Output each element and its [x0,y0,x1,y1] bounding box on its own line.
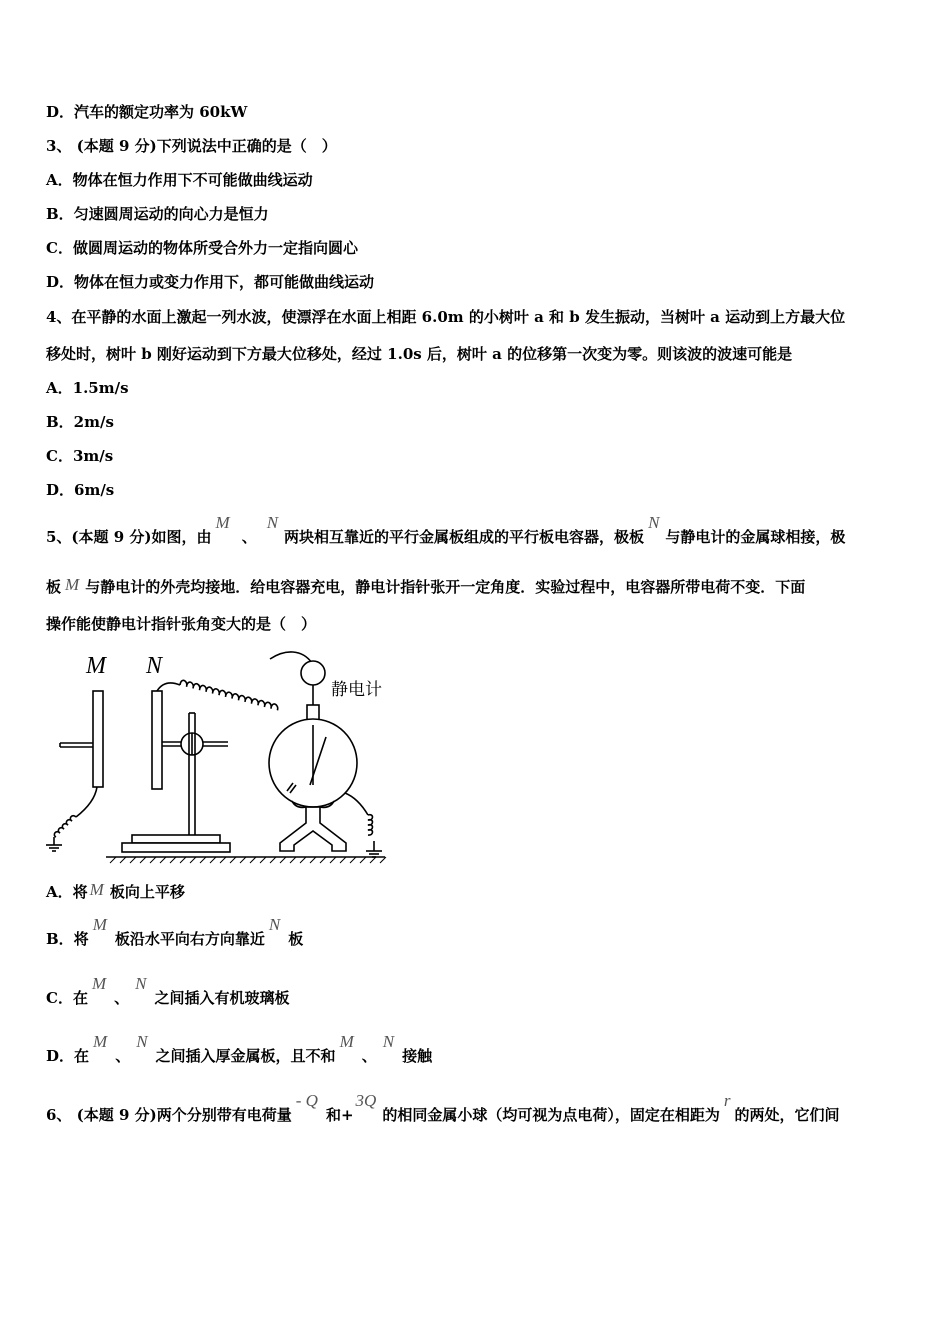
math-symbol: - Q [295,1091,318,1110]
capacitor-electrometer-figure [40,645,400,867]
q5-text: 与静电计的金属球相接，极 [665,528,846,546]
q6-text: 和+ [325,1106,354,1124]
q2-option-d: D．汽车的额定功率为 60kW [46,103,248,121]
math-symbol: N [136,1032,148,1051]
q6-text: 6、 (本题 9 分)两个分别带有电荷量 [46,1106,292,1124]
math-symbol: M [91,974,107,993]
q5-stem-line1 [46,513,846,547]
q5-text: 之间插入厚金属板，且不和 [155,1047,336,1065]
q4-option-c: C．3m/s [46,447,114,465]
figure-label-n: N [146,653,163,679]
q5-text: 板 [46,578,62,596]
q5-text: 接触 [402,1047,433,1065]
q4-stem-line1: 4、在平静的水面上激起一列水波，使漂浮在水面上相距 6.0m 的小树叶 a 和 b 发生振动，当树叶 a 运动到上方最大位 [46,308,846,326]
q5-stem-line3: 操作能使静电计指针张角变大的是（ ） [46,615,317,633]
q3-option-c: C．做圆周运动的物体所受合外力一定指向圆心 [46,239,358,257]
q5-option-b [46,915,304,949]
q3-option-b: B．匀速圆周运动的向心力是恒力 [46,205,269,223]
q5-text: 板向上平移 [109,883,185,901]
q5-text: 、 [115,1047,131,1065]
math-symbol: N [648,513,660,532]
q5-text: A．将 [46,883,88,901]
q5-text: 与静电计的外壳均接地．给电容器充电，静电计指针张开一定角度．实验过程中，电容器所带电荷不变．下面 [85,578,806,596]
math-symbol: N [266,513,279,532]
q5-text: 5、(本题 9 分)如图，由 [46,528,212,546]
q5-text: 、 [241,528,257,546]
math-symbol: M [65,575,80,594]
q4-option-b: B．2m/s [46,413,114,431]
q5-text: 、 [361,1047,377,1065]
q6-stem-line1 [46,1091,840,1125]
math-symbol: M [92,915,107,934]
plate-n [152,691,162,789]
math-symbol: M [339,1032,354,1051]
math-symbol: N [382,1032,395,1051]
q4-stem-line2: 移处时，树叶 b 刚好运动到下方最大位移处，经过 1.0s 后，树叶 a 的位移第一次变为零。则该波的波速可能是 [46,345,793,363]
math-symbol: 3Q [355,1091,377,1110]
q3-option-d: D．物体在恒力或变力作用下，都可能做曲线运动 [46,273,375,291]
electrometer-ball [301,661,325,685]
q5-text: C．在 [46,989,88,1007]
q5-stem-line2 [46,577,805,597]
q5-text: 板沿水平向右方向靠近 [114,930,265,948]
q5-option-c [46,974,290,1008]
figure-label-m: M [86,653,106,679]
q5-text: 、 [114,989,130,1007]
q5-text: 板 [288,930,304,948]
math-symbol: M [89,880,104,899]
figure-label-electrometer: 静电计 [331,680,382,700]
q5-text: 两块相互靠近的平行金属板组成的平行板电容器，极板 [284,528,645,546]
q6-text: 的两处，它们间 [734,1106,840,1124]
q4-option-a: A．1.5m/s [46,379,129,397]
plate-m [93,691,103,787]
math-symbol: N [268,915,281,934]
q5-option-a [46,882,185,902]
math-symbol: r [723,1091,731,1110]
math-symbol: M [215,513,230,532]
math-symbol: M [93,1032,108,1051]
q3-option-a: A．物体在恒力作用下不可能做曲线运动 [46,171,313,189]
q5-text: 之间插入有机玻璃板 [154,989,290,1007]
q3-stem: 3、 (本题 9 分)下列说法中正确的是（ ） [46,137,337,155]
q5-option-d [46,1032,433,1066]
q5-text: D．在 [46,1047,90,1065]
math-symbol: N [135,974,147,993]
q5-text: B．将 [46,930,89,948]
q4-option-d: D．6m/s [46,481,115,499]
q6-text: 的相同金属小球（均可视为点电荷），固定在相距为 [382,1106,720,1124]
